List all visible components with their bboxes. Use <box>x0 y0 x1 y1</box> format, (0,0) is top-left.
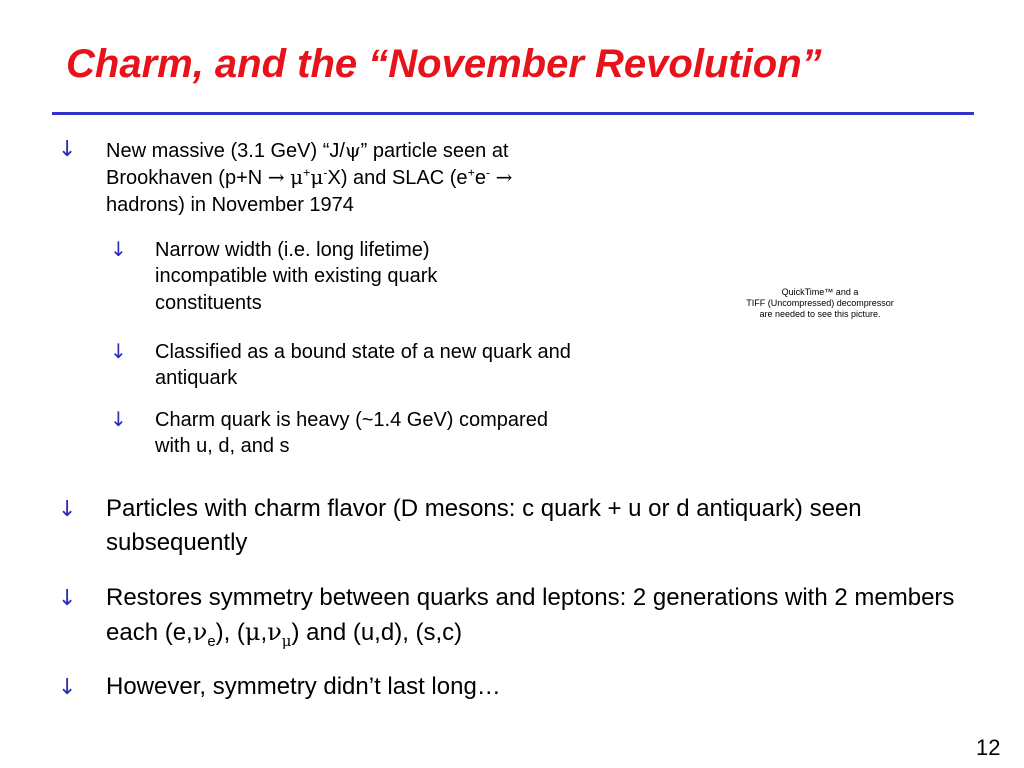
image-placeholder: QuickTime™ and a TIFF (Uncompressed) decompressor are needed to see this picture. <box>746 287 894 319</box>
sub-bullet-1-text: Narrow width (i.e. long lifetime) incompatible with existing quark constituents <box>155 239 438 314</box>
sub-bullet-3-text: Charm quark is heavy (~1.4 GeV) compared with u, d, and s <box>155 409 548 458</box>
arrow-down-bullet-icon: ↓ <box>110 407 127 431</box>
arrow-down-bullet-icon: ↓ <box>110 339 127 363</box>
arrow-down-bullet-icon: ↓ <box>58 586 77 611</box>
arrow-down-bullet-icon: ↓ <box>58 675 77 700</box>
bullet-3-text: Restores symmetry between quarks and leptons: 2 generations with 2 members each $(e,\nu_e)$, $(\mu,\nu_\mu)$ and (u,d), (s,c) <box>106 584 955 650</box>
slide-title: Charm, and the “November Revolution” <box>66 42 822 86</box>
arrow-down-bullet-icon: ↓ <box>58 497 77 522</box>
bullet-1-text: New massive (3.1 GeV) “J/ψ” particle seen at Brookhaven (p+N → μ+μ-X) and SLAC (e+e- → hadrons) in November 1974 <box>106 138 513 216</box>
sub-bullet-2-text: Classified as a bound state of a new quark and antiquark <box>155 341 571 390</box>
title-underline <box>52 112 974 115</box>
bullet-2-text: Particles with charm flavor (D mesons: c quark + u or d antiquark) seen subsequently <box>106 495 862 557</box>
arrow-down-bullet-icon: ↓ <box>110 237 127 261</box>
page-number: 12 <box>976 735 1001 760</box>
bullet-4-text: However, symmetry didn’t last long… <box>106 673 501 700</box>
arrow-down-bullet-icon: ↓ <box>58 137 77 162</box>
